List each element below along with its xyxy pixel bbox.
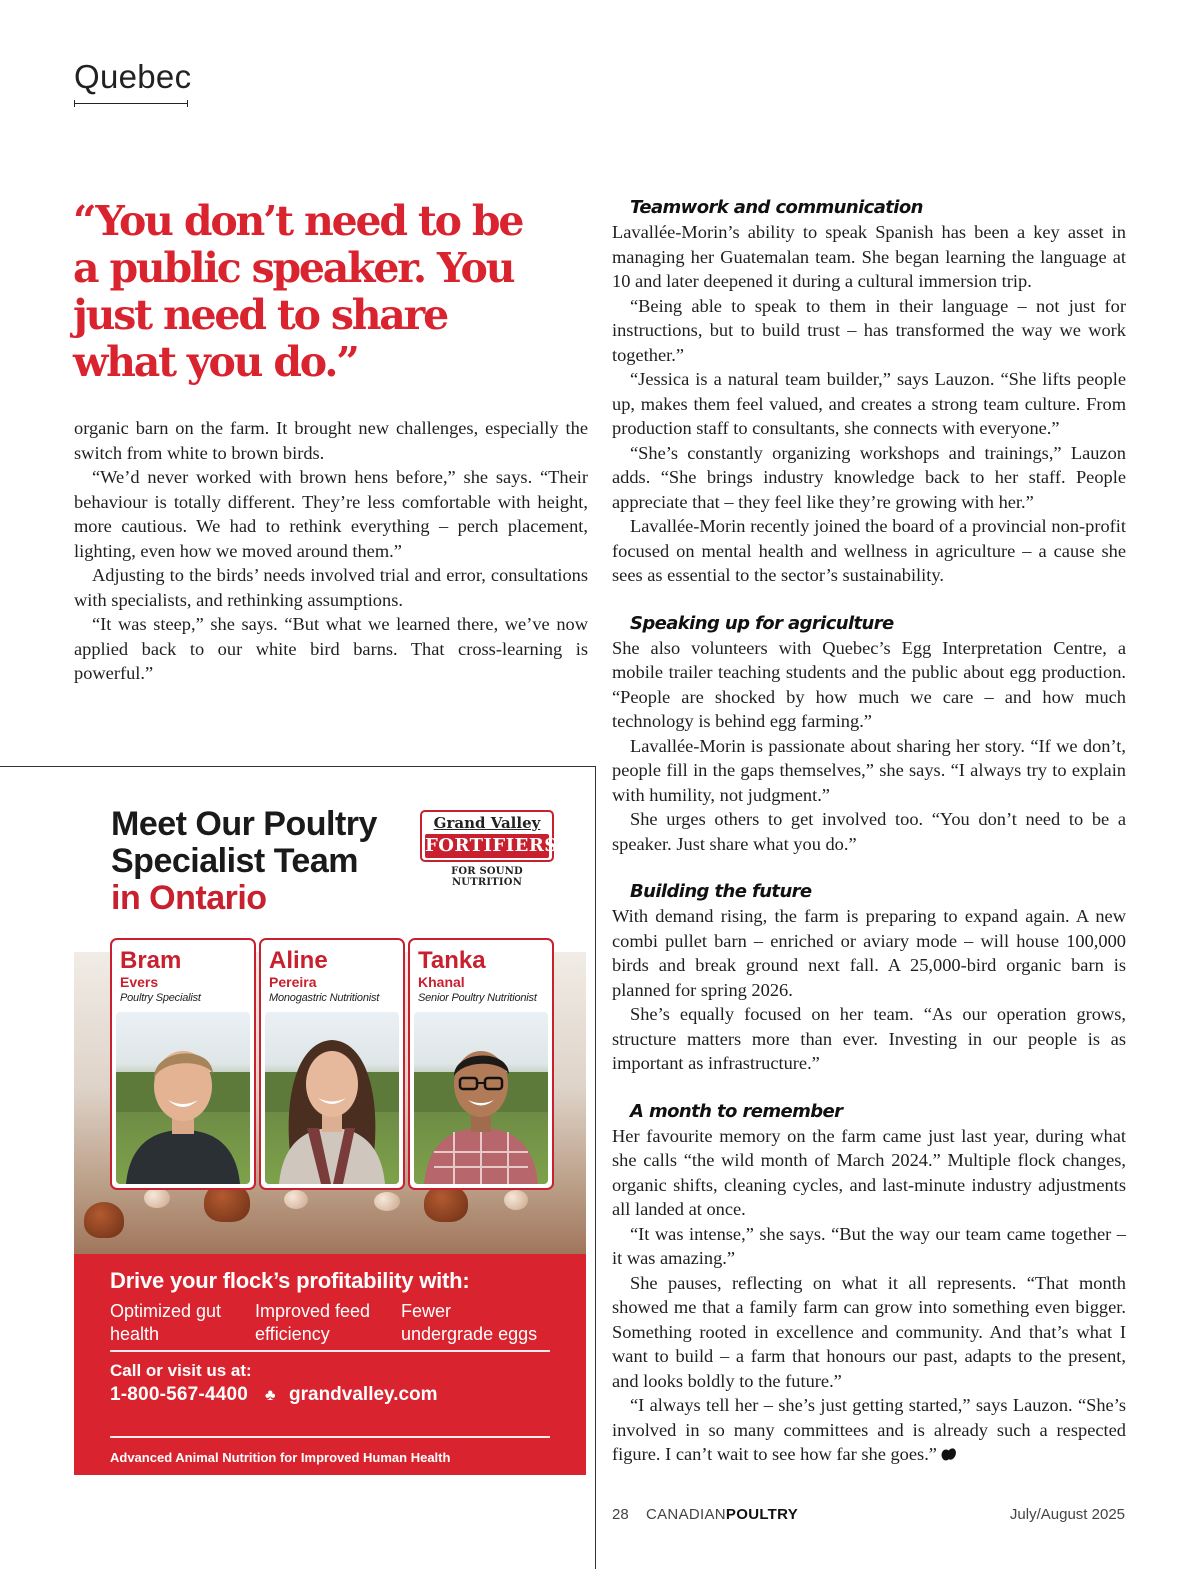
ad-benefit: Fewer undergrade eggs: [401, 1301, 538, 1344]
paragraph: With demand rising, the farm is preparing to expand again. A new combi pullet barn – enriched or aviary mode – will house 100,000 birds and break ground next fall. A 25,000-bird organic barn is planned for spring 2026.: [612, 906, 1126, 1000]
ad-drive-heading: Drive your flock’s profitability with:: [110, 1268, 470, 1293]
paragraph: organic barn on the farm. It brought new challenges, especially the switch from white to brown birds.: [74, 418, 588, 463]
paragraph: “It was steep,” she says. “But what we learned there, we’ve now applied back to our white bird barns. That cross-learning is powerful.”: [74, 614, 588, 683]
ad-title-line: Meet Our Poultry: [111, 805, 377, 843]
paragraph: “We’d never worked with brown hens before,” she says. “Their behaviour is totally different. They’re less comfortable with height, more cautious. We had to rethink everything – perch placement, lighting, even how we moved around them.”: [74, 467, 588, 561]
team-role: Poultry Specialist: [120, 992, 201, 1004]
paragraph: She’s equally focused on her team. “As our operation grows, structure matters more than ever. Investing in our people is as important as infrastructure.”: [612, 1004, 1126, 1073]
ad-phone-number[interactable]: 1-800-567-4400: [110, 1384, 249, 1405]
paragraph: Lavallée-Morin’s ability to speak Spanish has been a key asset in managing her Guatemalan team. She began learning the language at 10 and later deepened it during a cultural immersion trip.: [612, 222, 1126, 291]
paragraph: Her favourite memory on the farm came just last year, during what she calls “the wild month of March 2024.” Multiple flock changes, organic shifts, cleaning cycles, and last-minute industry adjustments all landed at once.: [612, 1125, 1126, 1219]
subheading: Speaking up for agriculture: [630, 612, 894, 634]
end-mark-icon: [941, 1447, 956, 1461]
ad-title-line: Specialist Team: [111, 842, 358, 880]
pull-quote-line: just need to share: [73, 291, 447, 339]
paragraph: She also volunteers with Quebec’s Egg Interpretation Centre, a mobile trailer teaching students and the public about egg production. “People are shocked by how much we care – and how much technology is behind egg farming.”: [612, 637, 1126, 731]
right-column: [612, 195, 1126, 1467]
team-card-bram: [110, 938, 256, 1190]
maple-leaf-icon: ♣: [265, 1387, 276, 1404]
ad-frame-rule: [0, 766, 596, 767]
ad-frame-rule: [595, 766, 596, 1569]
team-role: Monogastric Nutritionist: [269, 992, 380, 1004]
paragraph: “Being able to speak to them in their language – not just for instructions, but to build trust – has transformed the way we work together.”: [612, 295, 1126, 365]
team-photo: [265, 1012, 399, 1184]
team-last-name: Pereira: [269, 974, 317, 990]
subheading: A month to remember: [630, 1100, 843, 1122]
ad-divider: [110, 1350, 550, 1352]
magazine-name-bold: POULTRY: [725, 1506, 799, 1523]
ad-benefit: Optimized gut health: [110, 1301, 222, 1344]
pull-quote-line: “You don’t need to be: [73, 197, 523, 245]
ad-call-label: Call or visit us at:: [110, 1361, 252, 1380]
paragraph: She urges others to get involved too. “You don’t need to be a speaker. Just share what you do.”: [612, 809, 1126, 854]
team-card-tanka: [408, 938, 554, 1190]
ad-website-link[interactable]: grandvalley.com: [289, 1384, 438, 1405]
section-label: Quebec: [74, 58, 192, 95]
team-first-name: Tanka: [418, 947, 486, 974]
paragraph: [612, 1393, 1126, 1467]
team-first-name: Aline: [269, 947, 328, 974]
paragraph: Lavallée-Morin recently joined the board of a provincial non-profit focused on mental health and wellness in agriculture – a cause she sees as essential to the sector’s sustainability.: [612, 516, 1126, 585]
paragraph: “It was intense,” she says. “But the way our team came together – it was amazing.”: [612, 1223, 1126, 1268]
team-first-name: Bram: [120, 947, 182, 974]
team-card-aline: [259, 938, 405, 1190]
logo-tagline: FOR SOUND NUTRITION: [451, 866, 523, 888]
ad-title-location: in Ontario: [111, 879, 267, 917]
issue-date: July/August 2025: [1009, 1506, 1125, 1523]
ad-divider: [110, 1436, 550, 1438]
magazine-name-light: CANADIAN: [646, 1506, 726, 1523]
pull-quote: [73, 198, 588, 386]
ad-red-panel: [74, 1254, 586, 1475]
subheading: Teamwork and communication: [630, 197, 923, 218]
pull-quote-line: what you do.”: [73, 338, 358, 386]
paragraph: “She’s constantly organizing workshops and trainings,” Lauzon adds. “She brings industry knowledge back to her staff. People appreciate that – they feel like they’re growing with her.”: [612, 442, 1126, 512]
ad-slogan: Advanced Animal Nutrition for Improved Human Health: [110, 1450, 451, 1465]
ad-benefit: Improved feed efficiency: [255, 1301, 371, 1344]
paragraph: Lavallée-Morin is passionate about sharing her story. “If we don’t, people fill in the gaps themselves,” she says. “I always try to explain with humility, not judgment.”: [612, 735, 1126, 805]
paragraph: She pauses, reflecting on what it all represents. “That month showed me that a family farm can grow into something even bigger. Something rooted in excellence and community. And that’s what I want to build – a farm that honours our past, adapts to the present, and looks boldly to the future.”: [612, 1272, 1126, 1391]
logo-bottom-text: FORTIFIERS: [425, 835, 558, 856]
team-last-name: Khanal: [418, 974, 465, 990]
section-rule: [74, 103, 188, 104]
team-last-name: Evers: [120, 974, 159, 990]
team-role: Senior Poultry Nutritionist: [418, 992, 537, 1004]
team-photo: [116, 1012, 250, 1184]
magazine-name: [646, 1506, 798, 1523]
left-column: [74, 416, 588, 686]
paragraph: “Jessica is a natural team builder,” says Lauzon. “She lifts people up, makes them feel valued, and creates a strong team culture. From production staff to consultants, she connects with everyone.”: [612, 369, 1126, 438]
ad-title: [111, 806, 377, 917]
page-number: 28: [612, 1506, 629, 1523]
grand-valley-logo: [420, 810, 558, 862]
pull-quote-line: a public speaker. You: [73, 244, 514, 292]
paragraph: Adjusting to the birds’ needs involved trial and error, consultations with specialists, and rethinking assumptions.: [74, 565, 588, 610]
advertisement[interactable]: [74, 776, 586, 1475]
subheading: Building the future: [630, 881, 812, 902]
logo-top-text: Grand Valley: [433, 814, 541, 832]
team-photo: [414, 1012, 548, 1184]
paragraph-text: “I always tell her – she’s just getting started,” says Lauzon. “She’s involved in so many committees and is already such a respected figure. I can’t wait to see how far she goes.”: [612, 1395, 1126, 1464]
